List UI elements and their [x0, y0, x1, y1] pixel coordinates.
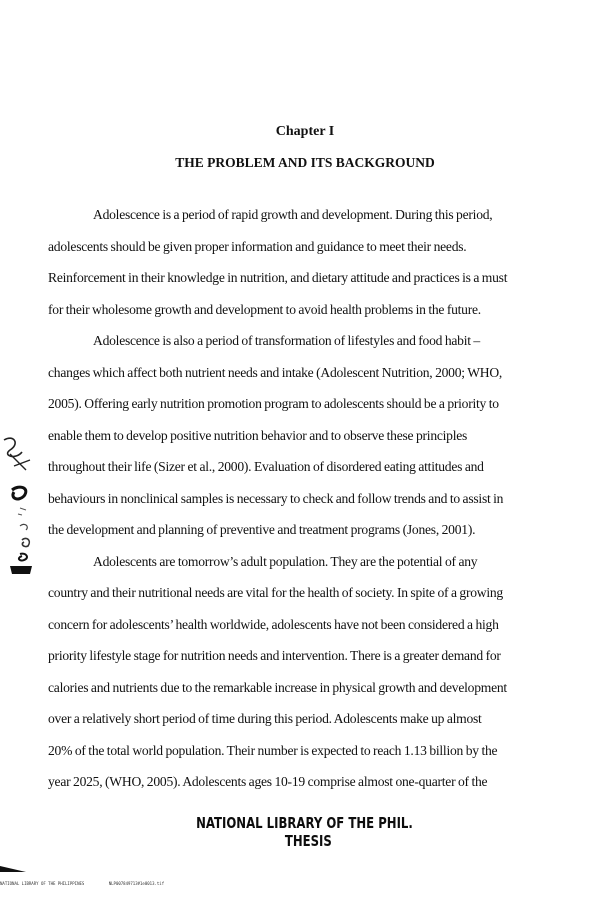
- body-line: Adolescence is a period of rapid growth and development. During this period,: [93, 207, 493, 222]
- body-line: throughout their life (Sizer et al., 2000). Evaluation of disordered eating attitudes and: [48, 459, 484, 474]
- body-line: country and their nutritional needs are vital for the health of society. In spite of a growing: [48, 585, 503, 600]
- body-line: Adolescents are tomorrow’s adult population. They are the potential of any: [93, 553, 478, 569]
- body-line: concern for adolescents’ health worldwide, adolescents have not been considered a high: [48, 616, 499, 632]
- body-line: behaviours in nonclinical samples is necessary to check and follow trends and to assist in: [48, 490, 504, 506]
- body-line: 20% of the total world population. Their number is expected to reach 1.13 billion by the: [48, 742, 498, 758]
- scan-footer: [0, 881, 186, 886]
- body-line: Adolescence is also a period of transformation of lifestyles and food habit –: [93, 333, 480, 348]
- scan-footer-right: NLP007849713#1e0013.tif: [108, 881, 165, 886]
- chapter-title: THE PROBLEM AND ITS BACKGROUND: [175, 155, 435, 170]
- body-line: the development and planning of preventive and treatment programs (Jones, 2001).: [48, 522, 476, 537]
- body-line: calories and nutrients due to the remarkable increase in physical growth and development: [48, 679, 507, 695]
- body-line: enable them to develop positive nutrition behavior and to observe these principles: [48, 427, 468, 443]
- body-line: over a relatively short period of time during this period. Adolescents make up almost: [48, 711, 482, 726]
- chapter-number: Chapter I: [275, 124, 335, 139]
- stamp-line-2: THESIS: [284, 832, 332, 850]
- stamp-line-1: NATIONAL LIBRARY OF THE PHIL.: [196, 814, 413, 832]
- body-line: for their wholesome growth and development to avoid health problems in the future.: [48, 301, 481, 317]
- body-line: 2005). Offering early nutrition promotion program to adolescents should be a priority to: [48, 396, 499, 411]
- body-line: Reinforcement in their knowledge in nutrition, and dietary attitude and practices is a must: [48, 270, 508, 285]
- handwritten-margin-marks: [0, 430, 48, 590]
- body-line: changes which affect both nutrient needs and intake (Adolescent Nutrition, 2000; WHO,: [48, 364, 503, 380]
- corner-mark: [0, 866, 26, 872]
- body-line: priority lifestyle stage for nutrition needs and intervention. There is a greater demand for: [48, 648, 501, 663]
- body-line: adolescents should be given proper information and guidance to meet their needs.: [48, 238, 467, 254]
- library-stamp: [66, 814, 532, 850]
- scan-footer-left: NATIONAL LIBRARY OF THE PHILIPPINES: [0, 881, 85, 886]
- body-line: year 2025, (WHO, 2005). Adolescents ages 10-19 comprise almost one-quarter of the: [48, 774, 488, 789]
